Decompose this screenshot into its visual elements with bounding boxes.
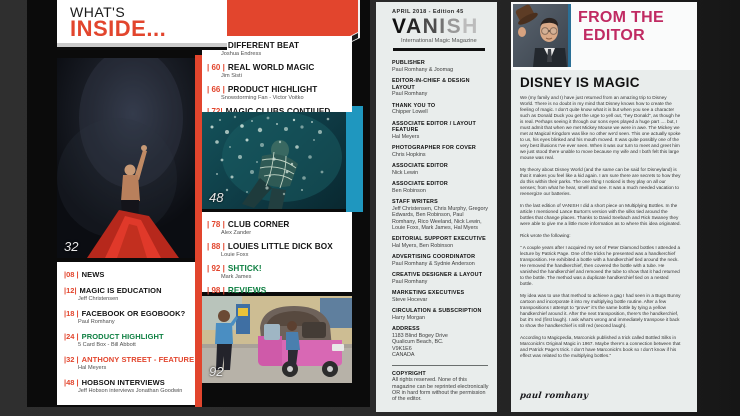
masthead-copyright: COPYRIGHT All rights reserved. None of this magazine can be reprinted electronically OR in hard form without the permission of the editor. xyxy=(392,370,489,403)
masthead-entry: PUBLISHER Paul Romhany & Joomag xyxy=(392,60,454,73)
editor-signature: paul romhany xyxy=(519,391,589,401)
toc-item-reviews[interactable]: | 98 | REVIEWS xyxy=(207,286,267,295)
masthead-entry: PHOTOGRAPHER FOR COVER Chris Hopkins xyxy=(392,145,476,158)
editorial-heading: DISNEY IS MAGIC xyxy=(520,75,640,90)
editorial-paragraph: My theory about Disney World (and the same can be said for Disneyland) is that it makes you feel like a kid again. I am sure there are secrets to how they do this within their parks. The one thing I noticed is they play on all our senses; from what he hear, smell and see. It was a much needed vacation to reenergize our batteries. xyxy=(520,167,681,196)
editorial-paragraph: In the last edition of VANISH I did a short piece on Multiplying Bottles. In the article I mentioned Lance Burton's version with the silks tied around the bottles that change places. Thanks to David Seebach and Rick Swaney they were able to give me a little more information as to where this idea originated. xyxy=(520,203,681,226)
toc-item-louies-little-dick-box[interactable]: | 88 | LOUIES LITTLE DICK BOX Louie Foxx xyxy=(207,242,333,258)
toc-item-magic-is-education[interactable]: |12| MAGIC IS EDUCATION Jeff Christensen xyxy=(64,286,162,302)
masthead-entry: STAFF WRITERS Jeff Christensen, Chris Murphy, Gregory Edwards, Ben Robinson, Paul Romhany, Rico Weeland, Nick Lewin, Louie Foxx, Mark James, Hal Myers xyxy=(392,199,488,231)
magazine-tagline: International Magic Magazine xyxy=(401,38,477,44)
inside-label: INSIDE... xyxy=(70,16,167,41)
masthead-entry: CIRCULATION & SUBSCRIPTION Harry Morgan xyxy=(392,308,482,321)
toc-item-real-world-magic[interactable]: | 60 | REAL WORLD MAGIC Jim Sisti xyxy=(207,63,315,79)
masthead-divider xyxy=(392,365,488,366)
toc-item-club-corner[interactable]: | 78 | CLUB CORNER Alex Zander xyxy=(207,220,290,236)
editorial-paragraph: My idea was to use that method to achieve a gag I had seen in a Bugs Bunny cartoon and incorporate it into my multiplying bottle routine. After a few transpositions I attempt to "prove" it's the same bottle by tying a yellow handkerchief around it. After the next transposition, there's the handkerchief, but it's red (first laugh). I ask what's wrong and immediately transpose it back to show the handkerchief is still red (second laugh). xyxy=(520,293,681,328)
masthead-entry: ASSOCIATE EDITOR / LAYOUT FEATURE Hal Meyers xyxy=(392,120,476,140)
masthead-entry: THANK YOU TO Chipper Lowell xyxy=(392,102,436,116)
toc-item-different-beat[interactable]: DIFFERENT BEAT Joshua Endress xyxy=(221,41,300,57)
from-the-editor-title: FROM THE EDITOR xyxy=(578,9,664,44)
toc-item-product-highlight-24[interactable]: |24 | PRODUCT HIGHLIGHT 5 Card Box - Bill Abbott xyxy=(64,332,164,348)
contents-list-left xyxy=(57,262,195,405)
toc-item-facebook-or-egobook[interactable]: |18 | FACEBOOK OR EGOBOOK? Paul Romhany xyxy=(64,309,186,325)
editor-page xyxy=(511,2,697,412)
whats-label: WHAT'S xyxy=(70,4,126,20)
masthead-entry: EDITORIAL SUPPORT EXECUTIVE Hal Myers, Ben Robinson xyxy=(392,236,486,249)
vanish-logo: VANISH xyxy=(392,15,479,38)
masthead-entry: ASSOCIATE EDITOR Nick Lewin xyxy=(392,163,449,176)
contents-page xyxy=(27,0,370,407)
masthead-entry: MARKETING EXECUTIVES Steve Hocevar xyxy=(392,290,465,303)
editorial-paragraph: According to Magicpedia, Marconick published a trick called Bottled Silks in Marconick's Original Magic in 1967. Maybe there's a connection between that and Patrick Page's trick. I don't have Marconick's book so I don't know if his effect was related to the multiplying bottles." xyxy=(520,335,681,358)
page-number-32: 32 xyxy=(64,239,79,254)
tuktuk-photo xyxy=(202,296,352,383)
editor-portrait-photo xyxy=(513,4,571,67)
toc-item-news[interactable]: |08 | NEWS xyxy=(64,270,105,279)
masthead-address: ADDRESS 1183 Blind Bogey Drive Qualicum Beach, BC. V9K1E6 CANADA xyxy=(392,326,448,359)
masthead-page xyxy=(376,2,497,412)
underwater-photo xyxy=(202,112,346,209)
issue-date: APRIL 2018 - Edition 45 xyxy=(392,9,464,15)
whats-inside-header xyxy=(57,0,227,50)
masthead-entry: ASSOCIATE EDITOR Ben Robinson xyxy=(392,181,449,194)
toc-item-shtick[interactable]: | 92 | SHTICK! Mark James xyxy=(207,264,262,280)
editorial-body xyxy=(520,95,681,365)
editorial-paragraph: " A couple years after I acquired my set of Peter Diamond bottles I attended a lecture by Patrick Page. One of the tricks he presented was a handkerchief transposition. He exhibited a bottle with a handkerchief tied around the neck. He removed the handkerchief, then covered the bottle with a tube. He vanished the handkerchief and removed the tube to show that it had returned to the bottle. The method was a duplicate handkerchief tied on a nested bottle. xyxy=(520,245,681,286)
page-number-92: 92 xyxy=(209,364,224,379)
toc-item-anthony-street[interactable]: |32 | ANTHONY STREET - FEATURE Hal Meyers xyxy=(64,355,195,371)
stage-photo xyxy=(57,58,195,258)
masthead-entry: CREATIVE DESIGNER & LAYOUT Paul Romhany xyxy=(392,272,483,285)
editorial-paragraph: We (my family and I) have just returned from an amazing trip to Disney World. There is no doubt in my mind that Disney knows how to create the feeling of magic. I don't quite know what it is but when you see a character such as Donald Duck you get the urge to yell out, "hey Donald", as though he is real. Perhaps seeing it through our sons eyes played a huge part .... but, I must admit that when we met Mickey Mouse we were in awe. The Mickey we met at Magical Kingdom was like no other we'd seen. This one actually spoke to us, his eyes blinked and his mouth moved. It was quite possibly one of the very best illusions I've ever seen. When it was our turn to meet and greet him we just stood there unable to move because my wife and I both felt this large mouse was real. xyxy=(520,95,681,160)
toc-item-hobson-interviews[interactable]: |48 | HOBSON INTERVIEWS Jeff Hobson interviews Jonathan Goodwin xyxy=(64,378,183,394)
toc-item-product-highlight-66[interactable]: | 66 | PRODUCT HIGHLIGHT Snowstorming Fan - Victor Voitko xyxy=(207,85,318,101)
divider-bar xyxy=(393,48,485,51)
editorial-paragraph: Rick wrote the following: xyxy=(520,233,571,238)
page-number-48: 48 xyxy=(209,190,224,205)
red-divider-strip xyxy=(195,55,202,407)
contents-list-middle-bottom xyxy=(202,212,352,295)
masthead-entry: ADVERTISING COORDINATOR Paul Romhany & Sydnie Anderson xyxy=(392,254,476,267)
masthead-entry: EDITOR-IN-CHIEF & DESIGN LAYOUT Paul Romhany xyxy=(392,78,470,98)
